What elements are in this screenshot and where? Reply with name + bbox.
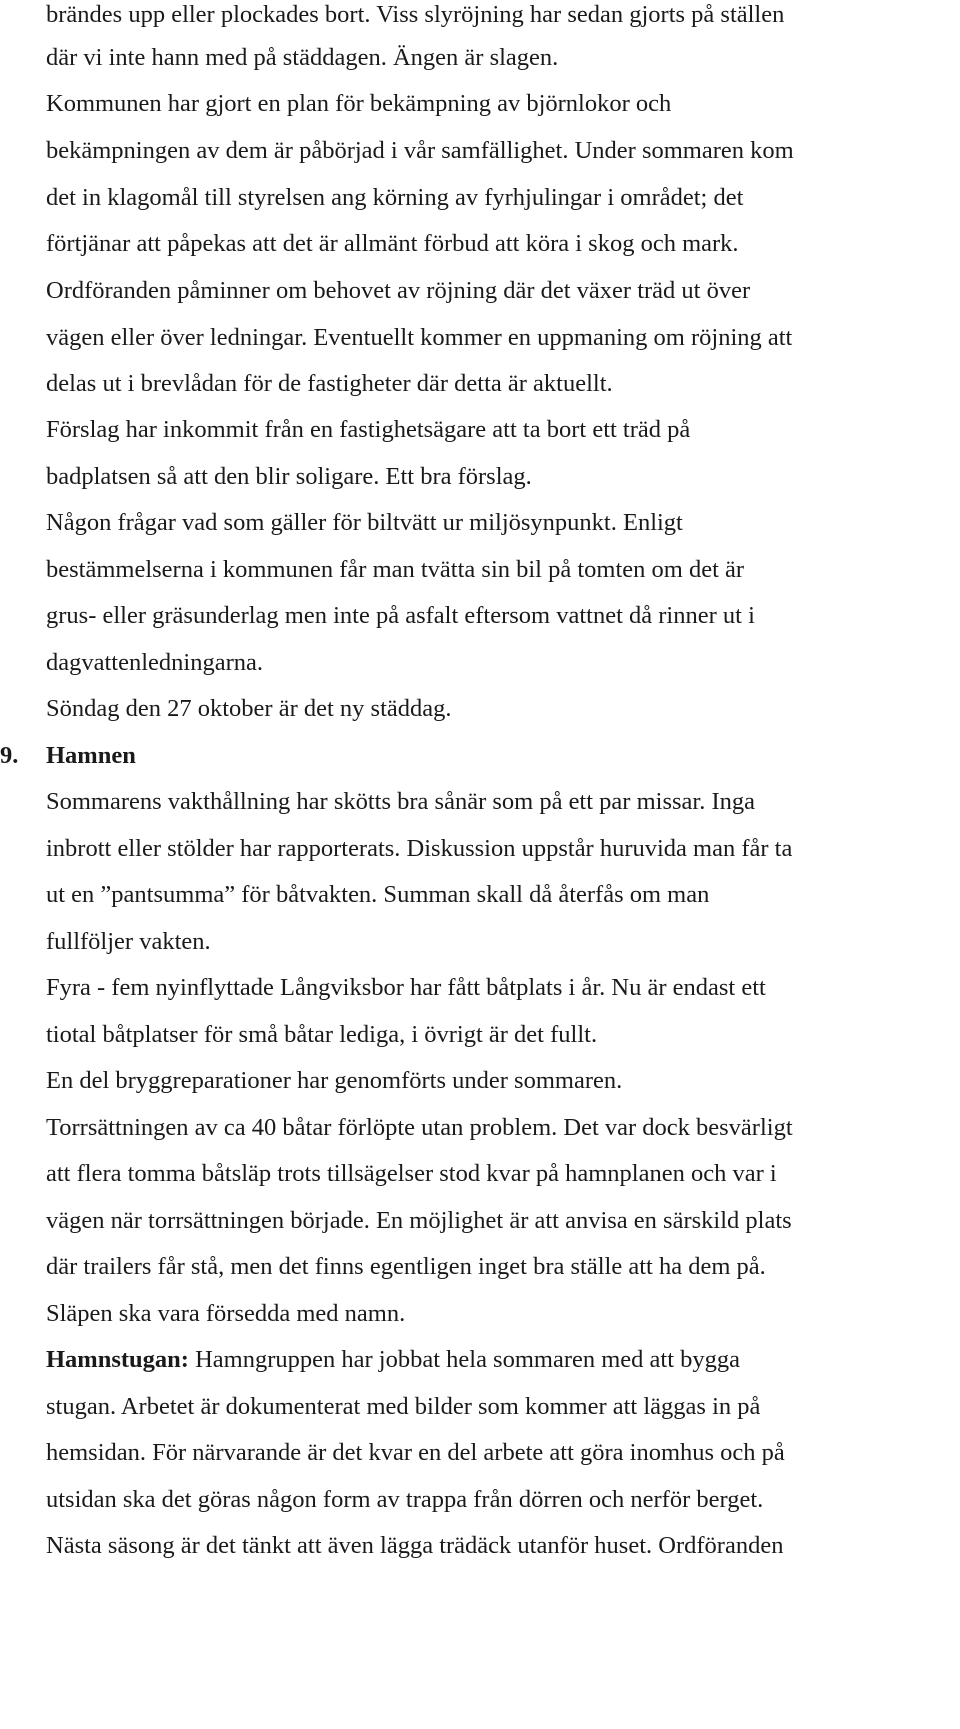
text-line: dagvattenledningarna.	[46, 649, 264, 676]
text-span: Hamngruppen har jobbat hela sommaren med att bygga	[188, 1346, 741, 1373]
text-line: badplatsen så att den blir soligare. Ett bra förslag.	[46, 463, 532, 490]
section-heading: Hamnen	[46, 742, 136, 769]
text-line: grus- eller gräsunderlag men inte på asfalt eftersom vattnet då rinner ut i	[46, 602, 755, 629]
hamnstugan-line	[46, 1345, 740, 1375]
text-line: bekämpningen av dem är påbörjad i vår samfällighet. Under sommaren kom	[46, 137, 794, 164]
text-line: Förslag har inkommit från en fastighetsägare att ta bort ett träd på	[46, 416, 691, 443]
text-line: Fyra - fem nyinflyttade Långviksbor har fått båtplats i år. Nu är endast ett	[46, 974, 766, 1001]
text-line: Sommarens vakthållning har skötts bra sånär som på ett par missar. Inga	[46, 788, 755, 815]
text-line: inbrott eller stölder har rapporterats. Diskussion uppstår huruvida man får ta	[46, 835, 793, 862]
text-line: det in klagomål till styrelsen ang körning av fyrhjulingar i området; det	[46, 184, 744, 211]
text-line: brändes upp eller plockades bort. Viss slyröjning har sedan gjorts på ställen	[46, 1, 785, 28]
text-line: Ordföranden påminner om behovet av röjning där det växer träd ut över	[46, 277, 751, 304]
text-line: Söndag den 27 oktober är det ny städdag.	[46, 695, 452, 722]
text-line: delas ut i brevlådan för de fastigheter där detta är aktuellt.	[46, 370, 613, 397]
text-line: tiotal båtplatser för små båtar lediga, i övrigt är det fullt.	[46, 1021, 598, 1048]
text-line: fullföljer vakten.	[46, 928, 211, 955]
text-line: där vi inte hann med på städdagen. Ängen är slagen.	[46, 44, 559, 71]
section-number: 9.	[0, 742, 19, 769]
text-line: Kommunen har gjort en plan för bekämpning av björnlokor och	[46, 90, 672, 117]
text-line: bestämmelserna i kommunen får man tvätta sin bil på tomten om det är	[46, 556, 745, 583]
text-line: Släpen ska vara försedda med namn.	[46, 1300, 406, 1327]
text-line: Torrsättningen av ca 40 båtar förlöpte utan problem. Det var dock besvärligt	[46, 1114, 793, 1141]
text-line: vägen eller över ledningar. Eventuellt kommer en uppmaning om röjning att	[46, 324, 793, 351]
text-line: där trailers får stå, men det finns egentligen inget bra ställe att ha dem på.	[46, 1253, 766, 1280]
text-line: ut en ”pantsumma” för båtvakten. Summan skall då återfås om man	[46, 881, 710, 908]
text-line: En del bryggreparationer har genomförts under sommaren.	[46, 1067, 623, 1094]
text-line: stugan. Arbetet är dokumenterat med bilder som kommer att läggas in på	[46, 1393, 761, 1420]
text-line: vägen när torrsättningen började. En möjlighet är att anvisa en särskild plats	[46, 1207, 792, 1234]
text-line: att flera tomma båtsläp trots tillsägelser stod kvar på hamnplanen och var i	[46, 1160, 777, 1187]
hamnstugan-label: Hamnstugan:	[46, 1346, 189, 1373]
text-line: utsidan ska det göras någon form av trappa från dörren och nerför berget.	[46, 1486, 764, 1513]
text-line: hemsidan. För närvarande är det kvar en del arbete att göra inomhus och på	[46, 1439, 785, 1466]
text-line: förtjänar att påpekas att det är allmänt förbud att köra i skog och mark.	[46, 230, 739, 257]
text-line: Nästa säsong är det tänkt att även lägga trädäck utanför huset. Ordföranden	[46, 1532, 784, 1559]
text-line: Någon frågar vad som gäller för biltvätt ur miljösynpunkt. Enligt	[46, 509, 683, 536]
